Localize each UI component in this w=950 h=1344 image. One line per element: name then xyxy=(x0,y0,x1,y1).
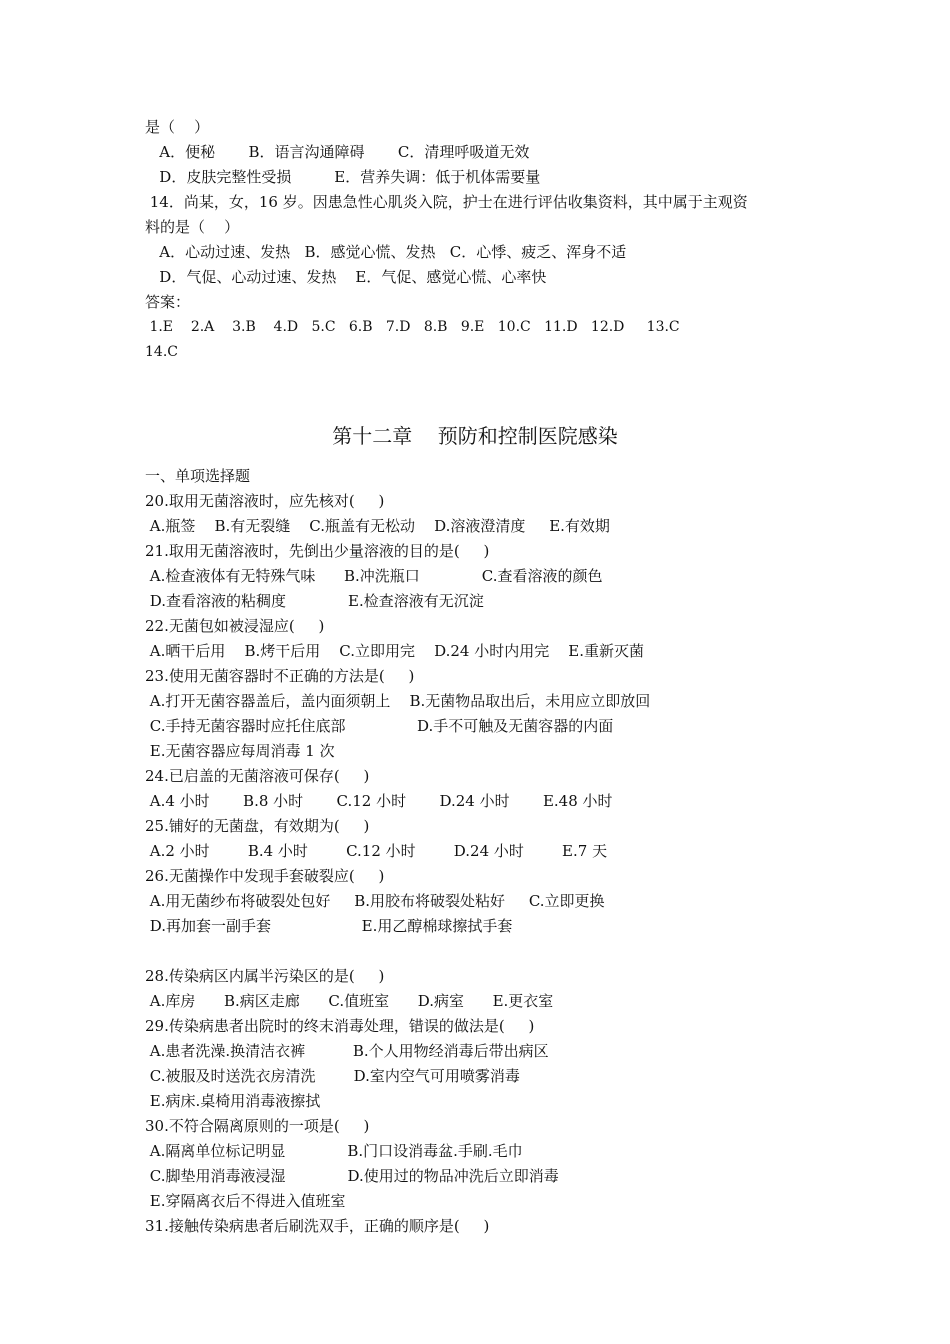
text-line: 14．尚某，女，16 岁。因患急性心肌炎入院，护士在进行评估收集资料，其中属于主观资 xyxy=(145,193,748,211)
options: C.手持无菌容器时应托住底部 D.手不可触及无菌容器的内面 xyxy=(145,717,614,735)
section-heading: 一、单项选择题 xyxy=(145,467,251,485)
text-line: D．气促、心动过速、发热 E．气促、感觉心慌、心率快 xyxy=(145,268,547,286)
options: C.脚垫用消毒液浸湿 D.使用过的物品冲洗后立即消毒 xyxy=(145,1167,559,1185)
options: D.再加套一副手套 E.用乙醇棉球擦拭手套 xyxy=(145,917,513,935)
options: A.库房 B.病区走廊 C.值班室 D.病室 E.更衣室 xyxy=(145,992,554,1010)
options: A.检查液体有无特殊气味 B.冲洗瓶口 C.查看溶液的颜色 xyxy=(145,567,603,585)
question: 21.取用无菌溶液时，先倒出少量溶液的目的是( ) xyxy=(145,542,490,560)
options: A.晒干后用 B.烤干后用 C.立即用完 D.24 小时内用完 E.重新灭菌 xyxy=(145,642,644,660)
options: C.被服及时送洗衣房清洗 D.室内空气可用喷雾消毒 xyxy=(145,1067,520,1085)
question: 29.传染病患者出院时的终末消毒处理，错误的做法是( ) xyxy=(145,1017,535,1035)
question: 30.不符合隔离原则的一项是( ) xyxy=(145,1117,370,1135)
question: 26.无菌操作中发现手套破裂应( ) xyxy=(145,867,385,885)
options: A.患者洗澡.换清洁衣裤 B.个人用物经消毒后带出病区 xyxy=(145,1042,549,1060)
options: A.4 小时 B.8 小时 C.12 小时 D.24 小时 E.48 小时 xyxy=(145,792,613,810)
question: 28.传染病区内属半污染区的是( ) xyxy=(145,967,385,985)
options: A.2 小时 B.4 小时 C.12 小时 D.24 小时 E.7 天 xyxy=(145,842,608,860)
text-line: A．心动过速、发热 B．感觉心慌、发热 C．心悸、疲乏、浑身不适 xyxy=(145,243,627,261)
question: 31.接触传染病患者后刷洗双手，正确的顺序是( ) xyxy=(145,1217,490,1235)
options: E.病床.桌椅用消毒液擦拭 xyxy=(145,1092,321,1110)
text-line: A．便秘 B．语言沟通障碍 C．清理呼吸道无效 xyxy=(145,143,530,161)
chapter-title: 第十二章 预防和控制医院感染 xyxy=(332,424,618,448)
question: 24.已启盖的无菌溶液可保存( ) xyxy=(145,767,370,785)
options: E.无菌容器应每周消毒 1 次 xyxy=(145,742,335,760)
options: A.用无菌纱布将破裂处包好 B.用胶布将破裂处粘好 C.立即更换 xyxy=(145,892,605,910)
options: A.瓶签 B.有无裂缝 C.瓶盖有无松动 D.溶液澄清度 E.有效期 xyxy=(145,517,610,535)
text-line: 料的是（ ） xyxy=(145,218,240,236)
answers-heading: 答案： xyxy=(145,293,191,311)
options: E.穿隔离衣后不得进入值班室 xyxy=(145,1192,346,1210)
question: 25.铺好的无菌盘，有效期为( ) xyxy=(145,817,370,835)
answers-line: 1.E 2.A 3.B 4.D 5.C 6.B 7.D 8.B 9.E 10.C 11.D 12.D 13.C xyxy=(145,319,680,335)
text-line: 是（ ） xyxy=(145,118,210,136)
answers-line: 14.C xyxy=(145,344,178,360)
question: 23.使用无菌容器时不正确的方法是( ) xyxy=(145,667,415,685)
question: 20.取用无菌溶液时，应先核对( ) xyxy=(145,492,385,510)
options: A.打开无菌容器盖后，盖内面须朝上 B.无菌物品取出后，未用应立即放回 xyxy=(145,692,651,710)
text-line: D．皮肤完整性受损 E．营养失调：低于机体需要量 xyxy=(145,168,541,186)
options: D.查看溶液的粘稠度 E.检查溶液有无沉淀 xyxy=(145,592,484,610)
options: A.隔离单位标记明显 B.门口设消毒盆.手刷.毛巾 xyxy=(145,1142,523,1160)
question: 22.无菌包如被浸湿应( ) xyxy=(145,617,325,635)
